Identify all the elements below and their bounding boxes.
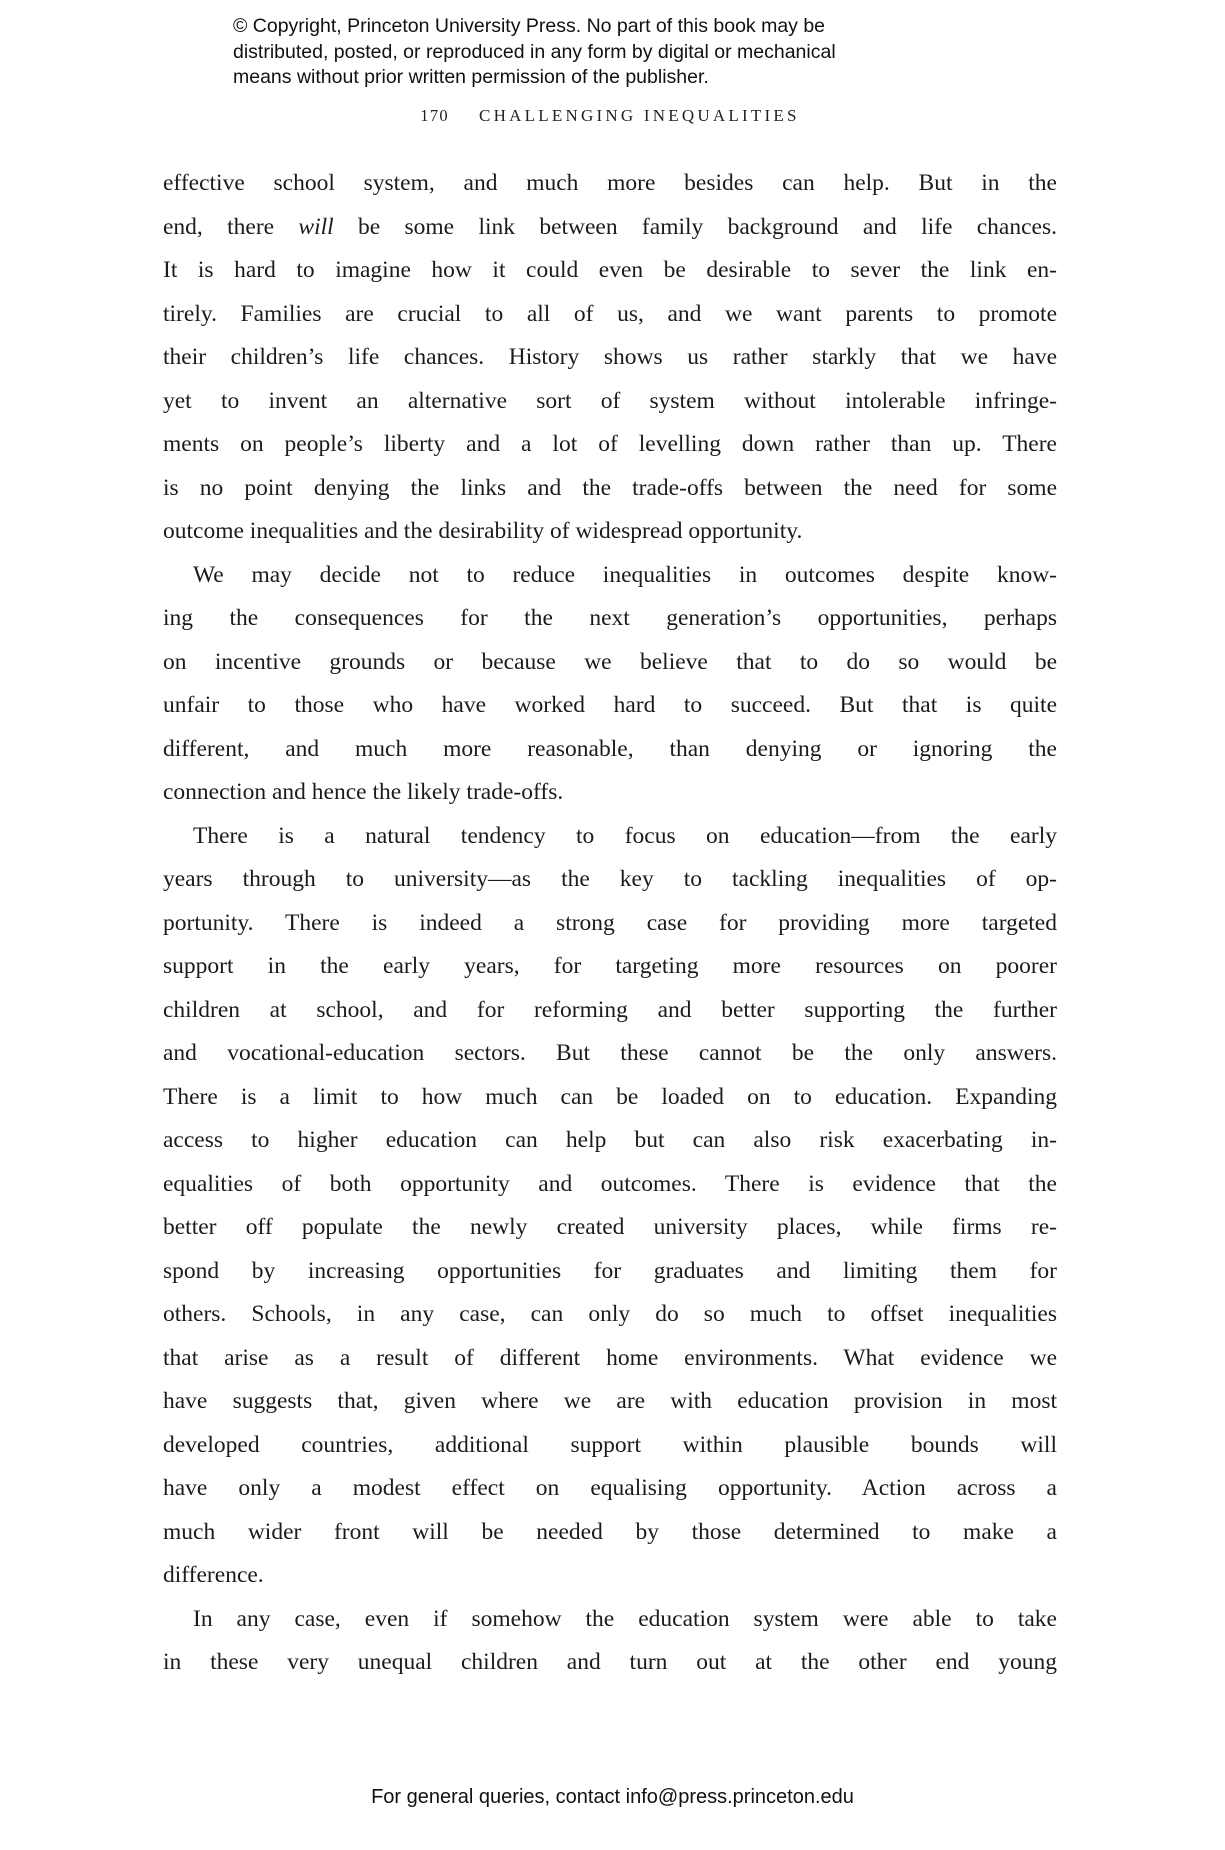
text-line: is no point denying the links and the trade-offs between the need for some [163, 474, 1057, 501]
text-line: There is a limit to how much can be loaded on to education. Expanding [163, 1083, 1057, 1110]
footer-contact: For general queries, contact info@press.princeton.edu [371, 1786, 854, 1808]
text-line: have suggests that, given where we are with education provision in most [163, 1388, 1057, 1414]
text-segment: be some link between family background and life chances. [333, 213, 1057, 240]
chapter-title: CHALLENGING INEQUALITIES [479, 106, 800, 125]
text-line: and vocational-education sectors. But these cannot be the only answers. [163, 1040, 1057, 1066]
text-line: better off populate the newly created university places, while firms re- [163, 1214, 1057, 1240]
text-line: It is hard to imagine how it could even be desirable to sever the link en- [163, 257, 1057, 283]
text-line: that arise as a result of different home environments. What evidence we [163, 1344, 1057, 1371]
text-line: connection and hence the likely trade-offs. [163, 779, 564, 805]
text-line: spond by increasing opportunities for graduates and limiting them for [163, 1257, 1057, 1284]
text-line: tirely. Families are crucial to all of us, and we want parents to promote [163, 300, 1057, 327]
paragraph [163, 1598, 1057, 1685]
text-line [163, 206, 1057, 250]
text-line: their children’s life chances. History shows us rather starkly that we have [163, 344, 1057, 370]
body-text [163, 162, 1057, 1685]
text-line: support in the early years, for targeting more resources on poorer [163, 953, 1057, 979]
copyright-line: © Copyright, Princeton University Press. No part of this book may be [233, 15, 826, 37]
text-line: effective school system, and much more besides can help. But in the [163, 170, 1057, 196]
text-segment: end, there [163, 213, 299, 240]
text-line: ing the consequences for the next generation’s opportunities, perhaps [163, 605, 1057, 631]
text-line: outcome inequalities and the desirability of widespread opportunity. [163, 518, 803, 544]
text-line: ments on people’s liberty and a lot of levelling down rather than up. There [163, 431, 1057, 457]
text-line: years through to university—as the key to tackling inequalities of op- [163, 866, 1057, 892]
copyright-notice [233, 14, 993, 91]
page-number: 170 [420, 106, 450, 125]
copyright-line: means without prior written permission of the publisher. [233, 66, 709, 88]
text-line: In any case, even if somehow the education system were able to take [193, 1605, 1057, 1632]
copyright-line: distributed, posted, or reproduced in any form by digital or mechanical [233, 40, 836, 63]
text-line: yet to invent an alternative sort of system without intolerable infringe- [163, 387, 1057, 414]
text-line: in these very unequal children and turn out at the other end young [163, 1649, 1057, 1675]
running-head [163, 106, 1057, 126]
text-line: children at school, and for reforming and better supporting the further [163, 996, 1057, 1023]
text-line: others. Schools, in any case, can only do so much to offset inequalities [163, 1301, 1057, 1327]
text-line: developed countries, additional support within plausible bounds will [163, 1431, 1057, 1458]
italic-word: will [298, 213, 334, 240]
text-line: There is a natural tendency to focus on education—from the early [193, 822, 1057, 849]
text-line: unfair to those who have worked hard to succeed. But that is quite [163, 692, 1057, 718]
text-line: We may decide not to reduce inequalities in outcomes despite know- [193, 561, 1057, 588]
paragraph [163, 162, 1057, 554]
paragraph [163, 815, 1057, 1598]
text-line: have only a modest effect on equalising opportunity. Action across a [163, 1475, 1057, 1501]
text-line: equalities of both opportunity and outcomes. There is evidence that the [163, 1170, 1057, 1197]
text-line: access to higher education can help but can also risk exacerbating in- [163, 1127, 1057, 1153]
text-line: difference. [163, 1562, 264, 1588]
text-line: portunity. There is indeed a strong case for providing more targeted [163, 909, 1057, 936]
text-line: different, and much more reasonable, than denying or ignoring the [163, 735, 1057, 762]
paragraph [163, 554, 1057, 815]
text-line: much wider front will be needed by those determined to make a [163, 1518, 1057, 1545]
text-line: on incentive grounds or because we believe that to do so would be [163, 648, 1057, 675]
